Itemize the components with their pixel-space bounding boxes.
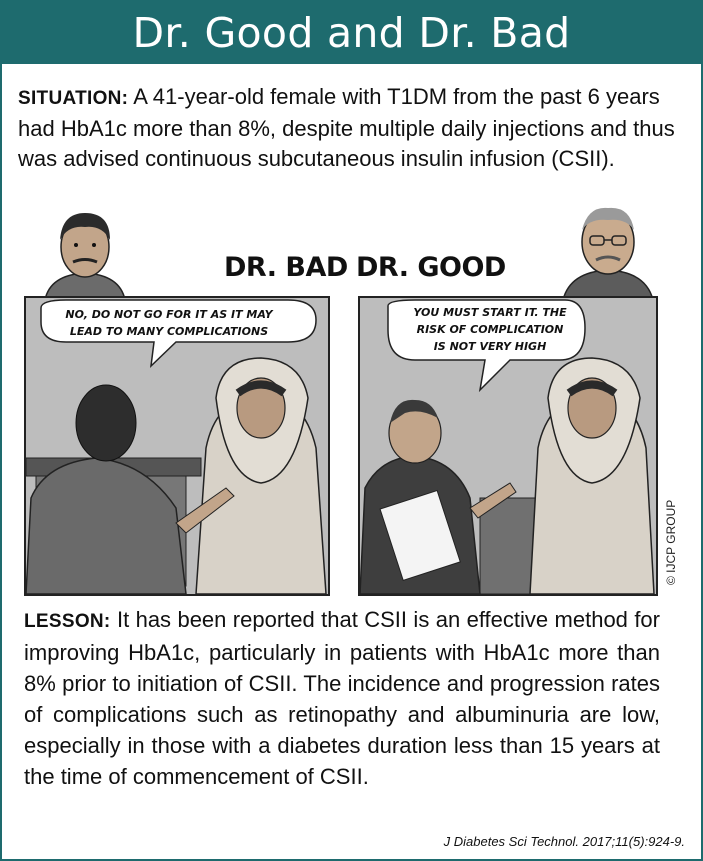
dr-good-label: DR. GOOD [356,252,506,283]
dr-good-comic-panel [358,296,658,596]
dr-good-head-illustration [558,200,658,300]
dr-good-speech-bubble: YOU MUST START IT. THE RISK OF COMPLICATION IS NOT VERY HIGH [413,306,567,353]
dr-bad-comic-panel [24,296,330,596]
situation-paragraph [18,82,680,174]
dr-bad-label: DR. BAD [224,252,348,283]
situation-label: SITUATION: [18,88,129,109]
dr-bad-head-illustration [40,205,130,300]
dr-bad-scene-illustration [26,298,328,594]
lesson-paragraph [24,604,660,792]
page-title: Dr. Good and Dr. Bad [2,2,701,64]
copyright-notice: © IJCP GROUP [664,499,678,585]
lesson-label: LESSON: [24,611,111,632]
lesson-text: It has been reported that CSII is an effective method for improving HbA1c, particularly in patients with HbA1c more than 8% prior to initiation of CSII. The incidence and progression rates of complications such as retinopathy and albuminuria are low, especially in those with a diabetes duration less than 15 years at the time of commencement of CSII. [24,607,660,789]
dr-bad-speech-bubble: NO, DO NOT GO FOR IT AS IT MAY LEAD TO MANY COMPLICATIONS [65,308,273,338]
situation-text: A 41-year-old female with T1DM from the past 6 years had HbA1c more than 8%, despite multiple daily injections and thus was advised continuous subcutaneous insulin infusion (CSII). [18,84,675,171]
citation: J Diabetes Sci Technol. 2017;11(5):924-9. [443,834,685,849]
